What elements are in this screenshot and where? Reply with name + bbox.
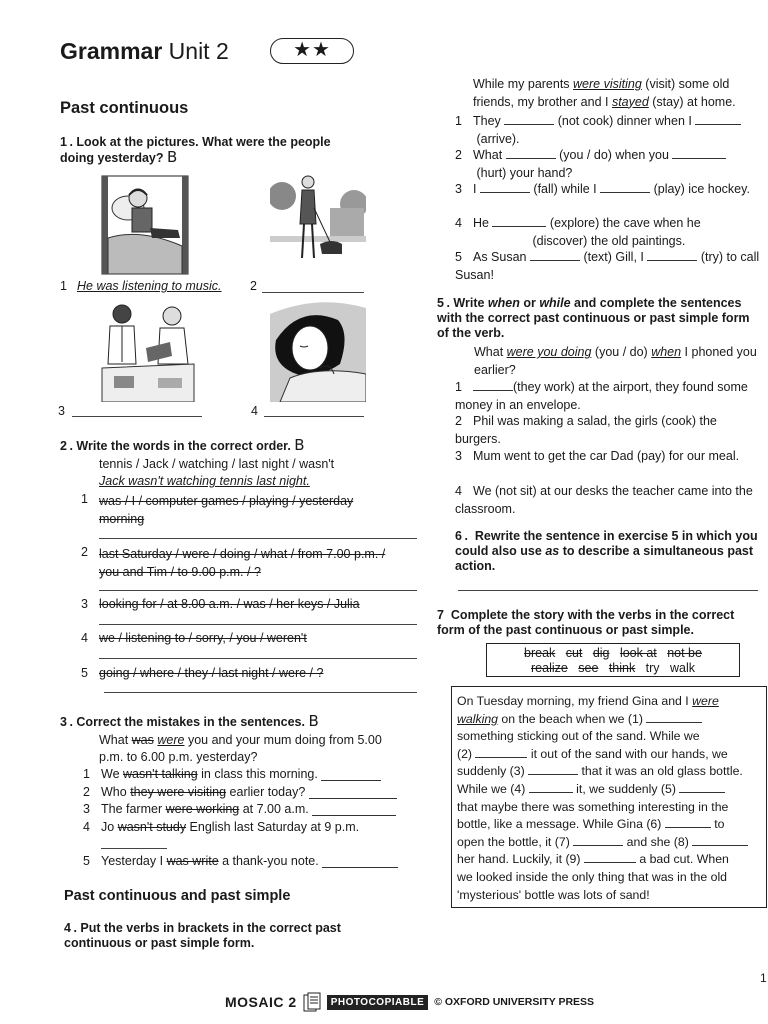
ex1-item-3-line[interactable] <box>72 416 202 417</box>
ex2-example: tennis / Jack / watching / last night / wasn't <box>99 457 335 471</box>
story-line-10: her hand. Luckily, it (9) a bad cut. When <box>457 852 729 867</box>
ex5-example-a: What <box>474 345 507 359</box>
ex2-item-5-number: 5 <box>81 666 88 680</box>
ex3-item-3-strike: were working <box>165 802 240 816</box>
ex2-text: Write the words in the correct order. <box>76 439 291 453</box>
ex4-item-5-gap-1[interactable] <box>530 251 580 261</box>
ex5-example-u2: when <box>651 345 682 359</box>
ex7-word-box-line-2 <box>487 661 739 676</box>
story-line-5: suddenly (3) that it was an old glass bottle. <box>457 764 743 779</box>
story-line-6: While we (4) it, we suddenly (5) <box>457 781 761 799</box>
ex4-item-5-d: (try) to call Susan! <box>455 250 760 282</box>
ex4-item-2-d: (hurt) your hand? <box>473 165 573 180</box>
story-line-9: open the bottle, it (7) and she (8) <box>457 834 761 852</box>
ex2-item-1-number: 1 <box>81 492 88 506</box>
ex5-item-3 <box>455 448 765 466</box>
ex4-item-1 <box>455 113 765 148</box>
word-try: try <box>645 661 660 675</box>
ex4-item-3 <box>455 181 765 199</box>
ex2-item-4-number: 4 <box>81 631 88 645</box>
difficulty-stars <box>270 38 354 64</box>
ex3-item-4-post: English last Saturday at 9 p.m. <box>186 820 360 834</box>
page-title <box>60 38 229 65</box>
ex5-example <box>474 344 759 379</box>
section-heading-past-continuous: Past continuous <box>60 99 189 117</box>
story-line-4: (2) it out of the sand with our hands, we <box>457 746 728 761</box>
ex4-item-1-d: (arrive). <box>473 131 520 146</box>
word-walk: walk <box>669 661 695 675</box>
ex3-item-5 <box>83 854 398 868</box>
ex2-item-1-line[interactable] <box>99 538 417 539</box>
ex1-number: 1 <box>60 135 67 149</box>
ex5-item-1-gap-1[interactable] <box>473 381 513 391</box>
ex6-instruction: 6 . Rewrite the sentence in exercise 5 in which you could also use as to describe a simultaneous past action. <box>455 529 758 573</box>
ex5-example-b: (you / do) <box>591 345 652 359</box>
story-line-2: walking on the beach when we (1) <box>457 711 761 729</box>
ex3-item-1-pre: We <box>101 767 123 781</box>
ex4-item-3-a: I <box>473 182 480 196</box>
word-realize: realize <box>531 661 568 675</box>
ex7-instruction <box>437 608 762 638</box>
ex3-item-2-number: 2 <box>83 785 90 799</box>
ex3-item-2-strike: they were visiting <box>130 785 227 799</box>
ex3-item-3-pre: The farmer <box>101 802 166 816</box>
ex4-item-5-a: As Susan <box>473 250 530 264</box>
ex3-item-1-post: in class this morning. <box>197 767 318 781</box>
ex3-item-4-pre: Jo <box>101 820 118 834</box>
ex4-example-b: (visit) some old friends, my brother and I <box>473 77 730 109</box>
ex3-example-b: you and your mum doing from 5.00 p.m. to 6.00 p.m. yesterday? <box>99 733 382 764</box>
ex4-item-5-gap-2[interactable] <box>647 251 697 261</box>
word-see: see <box>578 661 599 675</box>
ex4-item-2-gap-2[interactable] <box>672 149 726 159</box>
ex2-item-2-line[interactable] <box>99 590 417 591</box>
ex6-text-a: Rewrite the sentence in exercise 5 in which you could also use <box>455 529 758 558</box>
story-gap-2[interactable] <box>475 748 527 758</box>
ex1-item-2-line[interactable] <box>262 292 364 293</box>
ex3-item-2-line[interactable] <box>309 787 397 799</box>
ex3-example <box>99 732 389 766</box>
ex3-item-4 <box>83 820 359 834</box>
ex2-item-5-text: going / where / they / last night / were / ? <box>99 666 324 680</box>
ex4-item-5-b: (text) Gill, I <box>579 250 648 264</box>
ex1-item-4-line[interactable] <box>264 416 364 417</box>
word-dig: dig <box>592 646 610 660</box>
ex4-example-c: (stay) at home. <box>648 94 736 109</box>
ex4-item-4-a: He <box>473 216 493 230</box>
ex5-item-3-number: 3 <box>455 449 462 463</box>
ex5-item-2-text: Phil was making a salad, the girls (cook) the burgers. <box>455 414 717 446</box>
ex3-item-2-post: earlier today? <box>226 785 306 799</box>
ex4-item-2-a: What <box>473 148 506 162</box>
ex4-item-3-number: 3 <box>455 182 462 196</box>
ex6-text-b: to describe a simultaneous past action. <box>455 544 754 573</box>
footer <box>225 992 594 1012</box>
ex1-text: Look at the pictures. What were the people doing yesterday? <box>60 135 331 165</box>
ex3-item-3-line[interactable] <box>312 804 396 816</box>
ex6-text-as: as <box>545 544 560 558</box>
ex5-text-a: Write <box>453 296 488 310</box>
photocopiable-badge: PHOTOCOPIABLE <box>327 995 429 1010</box>
ex3-item-1 <box>83 767 381 781</box>
ex4-item-2 <box>455 147 765 182</box>
ex2-item-1-text: was / I / computer games / playing / yesterday morning <box>99 494 354 526</box>
ex7-word-box-line-1 <box>487 646 739 661</box>
ex5-number: 5 <box>437 296 444 310</box>
title-grammar: Grammar <box>60 38 163 64</box>
picture-girl-sleeping <box>270 294 366 402</box>
ex3-example-fix: were <box>157 733 185 747</box>
ex5-item-1-text: (they work) at the airport, they found some money in an envelope. <box>455 380 748 412</box>
story-line-8: bottle, like a message. While Gina (6) to <box>457 817 725 832</box>
ex6-answer-line[interactable] <box>458 590 758 591</box>
ex3-item-5-line[interactable] <box>322 856 398 868</box>
ex1-item-1-answer: He was listening to music. <box>77 279 222 293</box>
ex3-grade-mark: B <box>308 712 319 730</box>
ex4-item-3-d: (play) ice hockey. <box>650 182 750 196</box>
ex3-item-5-pre: Yesterday I <box>101 854 167 868</box>
ex4-example-u1: were visiting <box>573 77 642 91</box>
story-gap-3[interactable] <box>528 765 578 775</box>
ex4-item-1-gap-2[interactable] <box>695 115 741 125</box>
word-think: think <box>608 661 636 675</box>
story-line-12: 'mysterious' bottle was lots of sand! <box>457 887 650 902</box>
ex1-instruction: 1 . Look at the pictures. What were the people doing yesterday? B <box>60 135 331 166</box>
ex3-item-2-pre: Who <box>101 785 131 799</box>
picture-boy-listening-to-music <box>100 168 192 276</box>
ex7-number: 7 <box>437 608 444 622</box>
story-line-3: something sticking out of the sand. While we <box>457 729 700 744</box>
ex7-story-box <box>451 686 767 908</box>
story-gap-9[interactable] <box>584 853 636 863</box>
word-look-at: look at <box>619 646 657 660</box>
ex3-item-1-strike: wasn't talking <box>123 767 198 781</box>
ex5-example-u1: were you doing <box>506 345 592 359</box>
page-number: 1 <box>760 971 767 985</box>
ex4-item-4-b: (explore) the cave when he <box>546 216 701 230</box>
ex3-item-5-strike: was write <box>166 854 219 868</box>
ex4-item-1-a: They <box>473 114 505 128</box>
section-heading-past-continuous-and-simple: Past continuous and past simple <box>64 888 291 904</box>
picture-woman-walking-dog <box>270 168 366 268</box>
ex2-item-3-line[interactable] <box>99 624 417 625</box>
ex5-text-b: or <box>519 296 540 310</box>
word-break: break <box>524 646 556 660</box>
story-gap-5[interactable] <box>679 783 725 793</box>
ex3-instruction: 3 . Correct the mistakes in the sentences. B <box>60 712 319 730</box>
word-cut: cut <box>565 646 583 660</box>
ex2-grade-mark: B <box>294 436 305 454</box>
ex2-item-5-line[interactable] <box>104 692 417 693</box>
ex4-item-3-gap-2[interactable] <box>600 183 650 193</box>
ex3-text: Correct the mistakes in the sentences. <box>76 715 305 729</box>
ex4-instruction: 4 . Put the verbs in brackets in the correct past continuous or past simple form. <box>64 921 341 950</box>
ex2-item-3-text: looking for / at 8.00 a.m. / was / her keys / Julia <box>99 597 360 611</box>
ex2-item-2-number: 2 <box>81 545 88 559</box>
ex3-item-5-post: a thank-you note. <box>218 854 319 868</box>
story-line-1: On Tuesday morning, my friend Gina and I were <box>457 694 719 708</box>
photocopy-icon <box>303 992 321 1012</box>
story-answer-walking: walking <box>457 711 499 726</box>
ex1-item-2-number: 2 <box>250 279 257 293</box>
ex5-item-1-number: 1 <box>455 380 462 394</box>
ex4-item-5 <box>455 249 765 284</box>
ex4-item-4-gap-1[interactable] <box>492 217 546 227</box>
ex4-item-2-number: 2 <box>455 148 462 162</box>
ex3-example-strike: was <box>131 733 154 747</box>
ex3-item-1-line[interactable] <box>321 769 381 781</box>
ex3-number: 3 <box>60 715 67 729</box>
story-gap-6[interactable] <box>665 818 711 828</box>
title-unit: Unit 2 <box>168 38 229 64</box>
ex4-item-4 <box>455 215 765 250</box>
ex3-item-4-strike: wasn't study <box>117 820 187 834</box>
ex4-item-2-gap-1[interactable] <box>506 149 556 159</box>
ex5-text-when: when <box>487 296 520 310</box>
ex5-item-3-text: Mum went to get the car Dad (pay) for our meal. <box>473 449 740 463</box>
ex3-item-2 <box>83 785 397 799</box>
story-gap-4[interactable] <box>529 783 573 793</box>
ex6-number: 6 <box>455 529 462 543</box>
ex4-number: 4 <box>64 921 71 935</box>
ex3-item-1-number: 1 <box>83 767 90 781</box>
ex7-text: Complete the story with the verbs in the correct form of the past continuous or past simple. <box>437 608 735 637</box>
ex5-item-2 <box>455 413 765 448</box>
ex2-item-4-line[interactable] <box>99 658 417 659</box>
ex2-item-4-text: we / listening to / sorry, / you / weren't <box>99 631 307 645</box>
ex3-item-3-post: at 7.00 a.m. <box>239 802 309 816</box>
ex7-word-box <box>486 643 740 677</box>
ex1-grade-mark: B <box>166 148 178 166</box>
ex4-item-3-b: (fall) while I <box>529 182 601 196</box>
story-line-11: we looked inside the only thing that was in the old <box>457 869 728 884</box>
ex4-item-1-gap-1[interactable] <box>504 115 554 125</box>
story-answer-were: were <box>692 694 719 708</box>
ex4-item-4-d: (discover) the old paintings. <box>529 233 686 248</box>
story-gap-7[interactable] <box>573 836 623 846</box>
footer-copyright: © OXFORD UNIVERSITY PRESS <box>434 996 595 1008</box>
ex3-item-3 <box>83 802 396 816</box>
ex3-item-4-line[interactable] <box>101 848 167 849</box>
ex4-item-1-number: 1 <box>455 114 462 128</box>
picture-boys-studying <box>98 298 196 402</box>
ex4-item-3-gap-1[interactable] <box>480 183 530 193</box>
ex4-item-1-b: (not cook) dinner when I <box>554 114 696 128</box>
story-gap-1[interactable] <box>646 713 702 723</box>
footer-brand: MOSAIC 2 <box>225 994 297 1010</box>
ex2-number: 2 <box>60 439 67 453</box>
ex5-text-while: while <box>539 296 571 310</box>
ex4-text: Put the verbs in brackets in the correct past continuous or past simple form. <box>64 921 341 950</box>
ex2-item-2-text: last Saturday / were / doing / what / from 7.00 p.m. / you and Tim / to 9.00 p.m. / ? <box>99 547 386 579</box>
ex5-item-1 <box>455 379 765 414</box>
ex1-item-1-number: 1 <box>60 279 67 293</box>
story-line-7: that maybe there was something interesting in the <box>457 799 729 814</box>
ex3-example-a: What <box>99 733 132 747</box>
ex3-item-5-number: 5 <box>83 854 90 868</box>
ex4-example <box>473 76 758 111</box>
ex2-item-3-number: 3 <box>81 597 88 611</box>
ex2-example-answer: Jack wasn't watching tennis last night. <box>99 474 310 488</box>
ex4-example-u2: stayed <box>611 94 649 109</box>
story-gap-8[interactable] <box>692 836 748 846</box>
ex4-item-5-number: 5 <box>455 250 462 264</box>
ex4-item-2-b: (you / do) when you <box>555 148 673 162</box>
ex5-item-4-text: We (not sit) at our desks the teacher came into the classroom. <box>455 484 753 516</box>
ex4-example-a: While my parents <box>473 77 574 91</box>
ex3-item-4-number: 4 <box>83 820 90 834</box>
ex5-item-4 <box>455 483 765 518</box>
ex4-item-4-number: 4 <box>455 216 462 230</box>
ex5-instruction: 5 . Write when or while and complete the sentences with the correct past continuous or past simple form of the verb. <box>437 296 750 340</box>
star-icon: ★★ <box>293 39 331 61</box>
ex5-example-c: I phoned you earlier? <box>474 345 757 377</box>
ex5-item-4-number: 4 <box>455 484 462 498</box>
ex2-instruction: 2 . Write the words in the correct order. B <box>60 436 305 454</box>
ex5-text-c: and complete the sentences with the correct past continuous or past simple form of the verb. <box>437 296 750 340</box>
ex1-item-4-number: 4 <box>251 404 258 418</box>
ex3-item-3-number: 3 <box>83 802 90 816</box>
ex5-item-2-number: 2 <box>455 414 462 428</box>
word-not-be: not be <box>667 646 702 660</box>
ex1-item-3-number: 3 <box>58 404 65 418</box>
